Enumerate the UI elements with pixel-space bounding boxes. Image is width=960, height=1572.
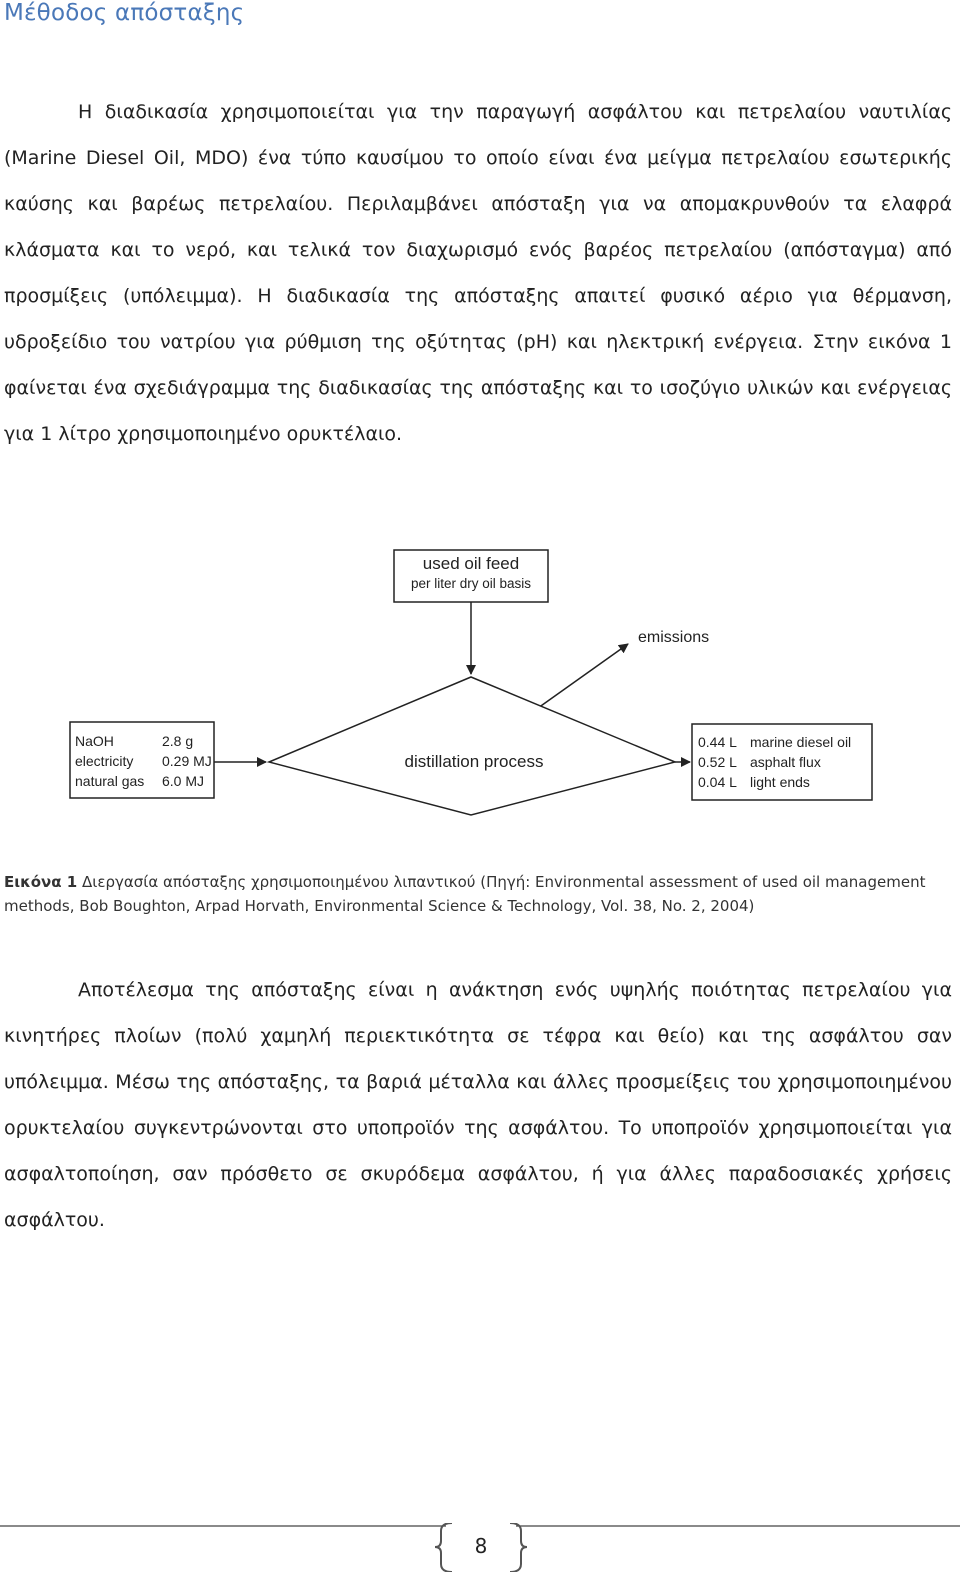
output-name: asphalt flux: [750, 754, 821, 770]
page-footer: [0, 1523, 960, 1572]
page-number: 8: [474, 1534, 488, 1558]
feed-title: used oil feed: [422, 554, 520, 573]
output-value: 0.04 L: [698, 774, 737, 790]
input-name: NaOH: [75, 733, 114, 749]
figure-caption: [4, 870, 954, 918]
distillation-diagram: [60, 540, 880, 820]
output-value: 0.52 L: [698, 754, 737, 770]
caption-text: Διεργασία απόσταξης χρησιμοποιημένου λιπαντικού (Πηγή: Environmental assessment of used oil management methods, Bob Boughton, Arpad Horvath, Environmental Science & Technology, Vol. 38, No. 2, 2004): [4, 873, 926, 915]
input-name: electricity: [75, 753, 134, 769]
input-value: 6.0 MJ: [162, 773, 205, 789]
feed-subtitle: per liter dry oil basis: [410, 576, 532, 591]
input-value: 0.29 MJ: [162, 753, 212, 769]
emissions-arrow: [538, 644, 628, 708]
input-value: 2.8 g: [162, 733, 194, 749]
section-heading: Μέθοδος απόσταξης: [4, 0, 245, 26]
input-name: natural gas: [75, 773, 145, 789]
output-name: light ends: [750, 774, 810, 790]
intro-paragraph: Η διαδικασία χρησιμοποιείται για την παραγωγή ασφάλτου και πετρελαίου ναυτιλίας (Marine Diesel Oil, MDO) ένα τύπο καυσίμου το οποίο είναι ένα μείγμα πετρελαίου εσωτερικής καύσης και βαρέως πετρελαίου. Περιλαμβάνει απόσταξη για να απομακρυνθούν τα ελαφρά κλάσματα και το νερό, και τελικά τον διαχωρισμό ενός βαρέος πετρελαίου (απόσταγμα) από προσμίξεις (υπόλειμμα). Η διαδικασία της απόσταξης απαιτεί φυσικό αέριο για θέρμανση, υδροξείδιο του νατρίου για ρύθμιση της οξύτητας (pH) και ηλεκτρική ενέργεια. Στην εικόνα 1 φαίνεται ένα σχεδιάγραμμα της διαδικασίας της απόσταξης και το ισοζύγιο υλικών και ενέργειας για 1 λίτρο χρησιμοποιημένο ορυκτέλαιο.: [4, 101, 952, 445]
output-name: marine diesel oil: [750, 734, 852, 750]
process-diamond: [269, 677, 675, 815]
result-paragraph: Αποτέλεσμα της απόσταξης είναι η ανάκτηση ενός υψηλής ποιότητας πετρελαίου για κινητήρες πλοίων (πολύ χαμηλή περιεκτικότητα σε τέφρα και θείο) και της ασφάλτου σαν υπόλειμμα. Μέσω της απόσταξης, τα βαριά μέταλλα και άλλες προσμείξεις του χρησιμοποιημένου ορυκτελαίου συγκεντρώνονται στο υποπροϊόν της ασφάλτου. Το υποπροϊόν χρησιμοποιείται για ασφαλτοποίηση, σαν πρόσθετο σε σκυρόδεμα ασφάλτου, ή για άλλες παραδοσιακές χρήσεις ασφάλτου.: [4, 979, 952, 1231]
emissions-label: emissions: [638, 629, 710, 646]
caption-label: Εικόνα 1: [4, 873, 78, 891]
process-label: distillation process: [404, 752, 544, 771]
output-value: 0.44 L: [698, 734, 737, 750]
